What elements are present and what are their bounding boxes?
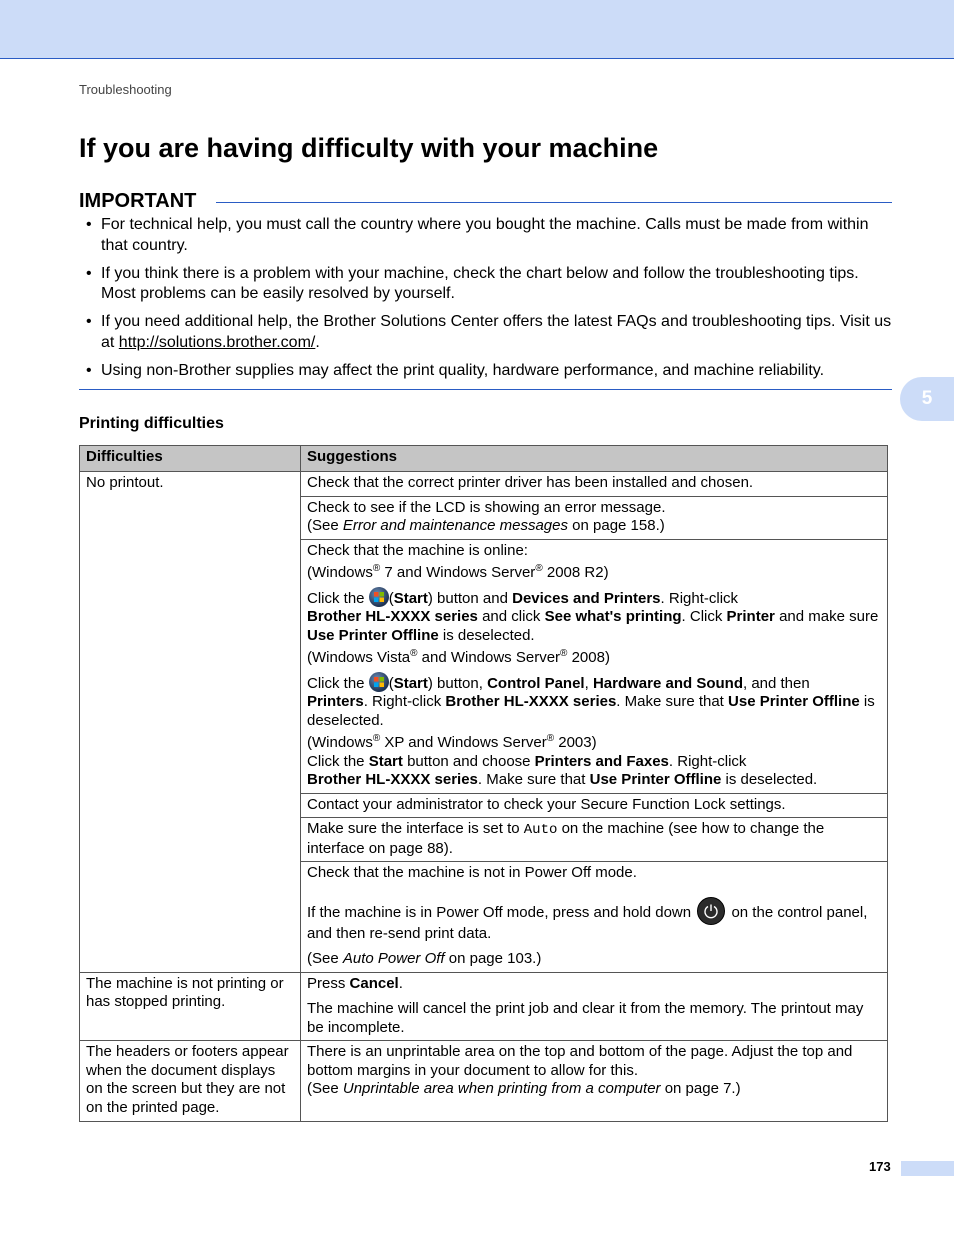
table-row	[80, 972, 888, 1041]
suggestion-cell: Check that the machine is not in Power Off mode. If the machine is in Power Off mode, press and hold down on the control panel, and then re-send print data. (See Auto Power Off on page 103.)	[301, 862, 888, 973]
table-row	[80, 472, 888, 497]
windows-start-icon	[369, 672, 389, 692]
suggestion-cell: Press Cancel. The machine will cancel the print job and clear it from the memory. The printout may be incomplete.	[301, 972, 888, 1041]
chapter-tab[interactable]: 5	[900, 377, 954, 421]
important-item: • If you need additional help, the Brother Solutions Center offers the latest FAQs and troubleshooting tips. Visit us at http://solutions.brother.com/.	[86, 313, 892, 351]
suggestion-cell: Check that the machine is online: (Windows® 7 and Windows Server® 2008 R2) Click the (Start) button and Devices and Printers. Right-click Brother HL-XXXX series and click See what's printing. Click Printer and make sure Use Printer Offline is deselected. (Windows Vista® and Windows Server® 2008) Click the (Start) button, Control Panel, Hardware and Sound, and then Printers. Right-click Brother HL-XXXX series. Make sure that Use Printer Offline is deselected. (Windows® XP and Windows Server® 2003) Click the Start button and choose Printers and Faxes. Right-click Brother HL-XXXX series. Make sure that Use Printer Offline is deselected.	[301, 539, 888, 793]
table-header-row	[80, 446, 888, 472]
interface-value: Auto	[523, 822, 558, 838]
page-title: If you are having difficulty with your machine	[79, 133, 659, 163]
difficulty-cell: No printout.	[80, 472, 301, 973]
suggestion-cell: Check that the correct printer driver has been installed and chosen.	[301, 472, 888, 497]
difficulty-cell: The machine is not printing or has stopped printing.	[80, 972, 301, 1041]
important-rule-top	[216, 202, 892, 203]
important-heading: IMPORTANT	[79, 190, 197, 212]
troubleshooting-table	[79, 445, 888, 1122]
breadcrumb: Troubleshooting	[79, 82, 172, 97]
section-title: Printing difficulties	[79, 415, 224, 432]
suggestion-cell: There is an unprintable area on the top and bottom of the page. Adjust the top and bottom margins in your document to allow for this. (See Unprintable area when printing from a computer on page 7.)	[301, 1041, 888, 1122]
header-difficulties: Difficulties	[80, 446, 301, 472]
footer-bar	[901, 1161, 954, 1176]
important-item: • Using non-Brother supplies may affect the print quality, hardware performance, and machine reliability.	[86, 361, 825, 379]
difficulty-cell: The headers or footers appear when the document displays on the screen but they are not on the printed page.	[80, 1041, 301, 1122]
suggestion-cell: Make sure the interface is set to Auto on the machine (see how to change the interface on page 88).	[301, 818, 888, 862]
power-button-icon	[697, 897, 725, 925]
important-list	[79, 215, 894, 389]
header-suggestions: Suggestions	[301, 446, 888, 472]
header-band	[0, 0, 954, 59]
important-item: • If you think there is a problem with your machine, check the chart below and follow the troubleshooting tips. Most problems can be easily resolved by yourself.	[86, 264, 859, 302]
solutions-center-link[interactable]: http://solutions.brother.com/	[118, 333, 316, 351]
windows-start-icon	[369, 587, 389, 607]
table-row	[80, 1041, 888, 1122]
page-number: 173	[869, 1159, 891, 1174]
suggestion-cell: Contact your administrator to check your Secure Function Lock settings.	[301, 793, 888, 818]
important-rule-bottom	[79, 389, 892, 390]
important-item: • For technical help, you must call the country where you bought the machine. Calls must be made from within that country.	[86, 216, 869, 254]
suggestion-cell: Check to see if the LCD is showing an error message. (See Error and maintenance messages on page 158.)	[301, 496, 888, 539]
